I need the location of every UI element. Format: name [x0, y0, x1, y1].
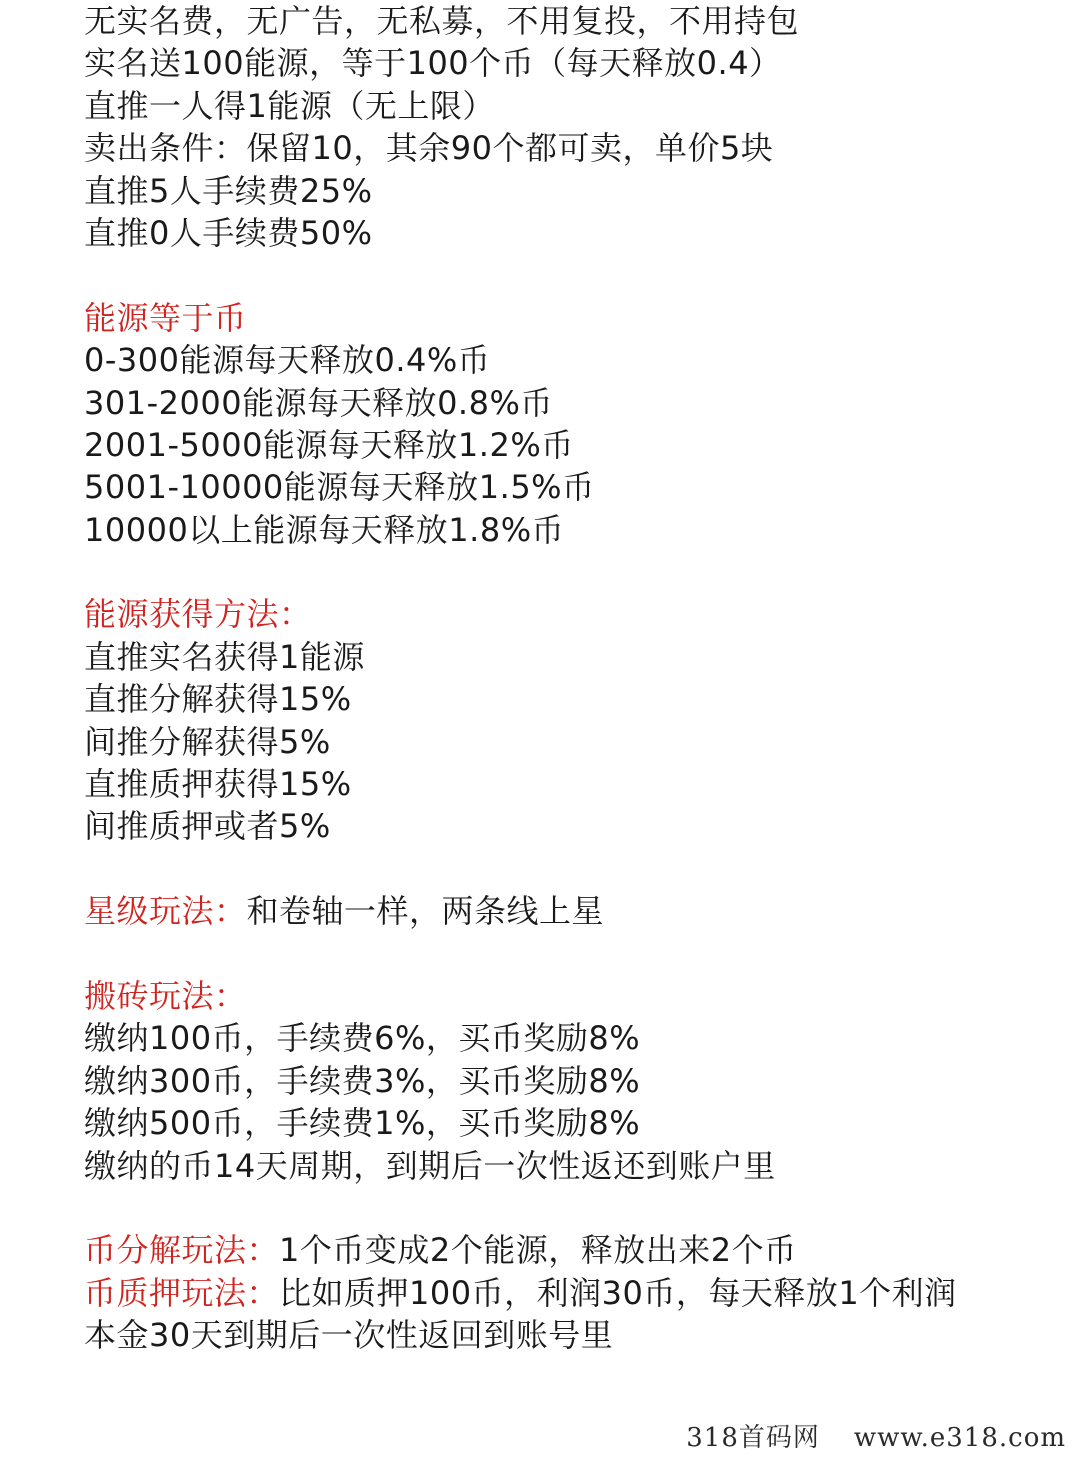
energy-release-line: 0-300能源每天释放0.4%币 [84, 341, 491, 380]
energy-method-line: 间推分解获得5% [84, 722, 331, 761]
energy-methods-heading: 能源获得方法： [84, 595, 312, 634]
energy-release-line: 5001-10000能源每天释放1.5%币 [84, 468, 595, 507]
decompose-section [84, 1229, 1060, 1271]
intro-section [84, 0, 1060, 254]
energy-method-line: 直推实名获得1能源 [84, 637, 365, 676]
energy-methods-section [84, 593, 1060, 847]
decompose-text: 1个币变成2个能源，释放出来2个币 [279, 1231, 797, 1270]
intro-line: 实名送100能源，等于100个币（每天释放0.4） [84, 44, 782, 83]
intro-line: 卖出条件：保留10，其余90个都可卖，单价5块 [84, 129, 774, 168]
intro-line: 直推5人手续费25% [84, 171, 373, 210]
intro-line: 无实名费，无广告，无私募，不用复投，不用持包 [84, 2, 800, 40]
spacer [84, 551, 1060, 593]
energy-release-line: 10000以上能源每天释放1.8%币 [84, 510, 565, 549]
energy-release-heading: 能源等于币 [84, 298, 247, 337]
document-body [84, 0, 1060, 1357]
watermark-site-name: 318首码网 [686, 1423, 820, 1453]
brick-section [84, 975, 1060, 1187]
pledge-heading: 币质押玩法： [84, 1273, 280, 1312]
brick-heading: 搬砖玩法： [84, 976, 247, 1015]
pledge-line-2: 本金30天到期后一次性返回到账号里 [84, 1316, 614, 1355]
energy-method-line: 间推质押或者5% [84, 807, 331, 846]
spacer [84, 254, 1060, 296]
pledge-text: 比如质押100币，利润30币，每天释放1个利润 [279, 1273, 957, 1312]
energy-release-section [84, 297, 1060, 551]
star-section [84, 890, 1060, 932]
watermark-site-url: www.e318.com [853, 1423, 1066, 1453]
energy-release-line: 301-2000能源每天释放0.8%币 [84, 383, 553, 422]
energy-method-line: 直推分解获得15% [84, 680, 352, 719]
brick-line: 缴纳300币，手续费3%，买币奖励8% [84, 1061, 641, 1100]
brick-line: 缴纳100币，手续费6%，买币奖励8% [84, 1019, 641, 1058]
intro-line: 直推一人得1能源（无上限） [84, 86, 495, 125]
decompose-heading: 币分解玩法： [84, 1231, 280, 1270]
spacer [84, 933, 1060, 975]
energy-method-line: 直推质押获得15% [84, 765, 352, 804]
spacer [84, 1187, 1060, 1229]
intro-line: 直推0人手续费50% [84, 213, 373, 252]
pledge-section [84, 1272, 1060, 1314]
brick-line: 缴纳500币，手续费1%，买币奖励8% [84, 1104, 641, 1143]
spacer [84, 848, 1060, 890]
energy-release-line: 2001-5000能源每天释放1.2%币 [84, 425, 574, 464]
star-text: 和卷轴一样，两条线上星 [246, 892, 605, 931]
watermark [686, 1417, 1066, 1454]
brick-line: 缴纳的币14天周期，到期后一次性返还到账户里 [84, 1146, 776, 1185]
star-heading: 星级玩法： [84, 892, 247, 931]
